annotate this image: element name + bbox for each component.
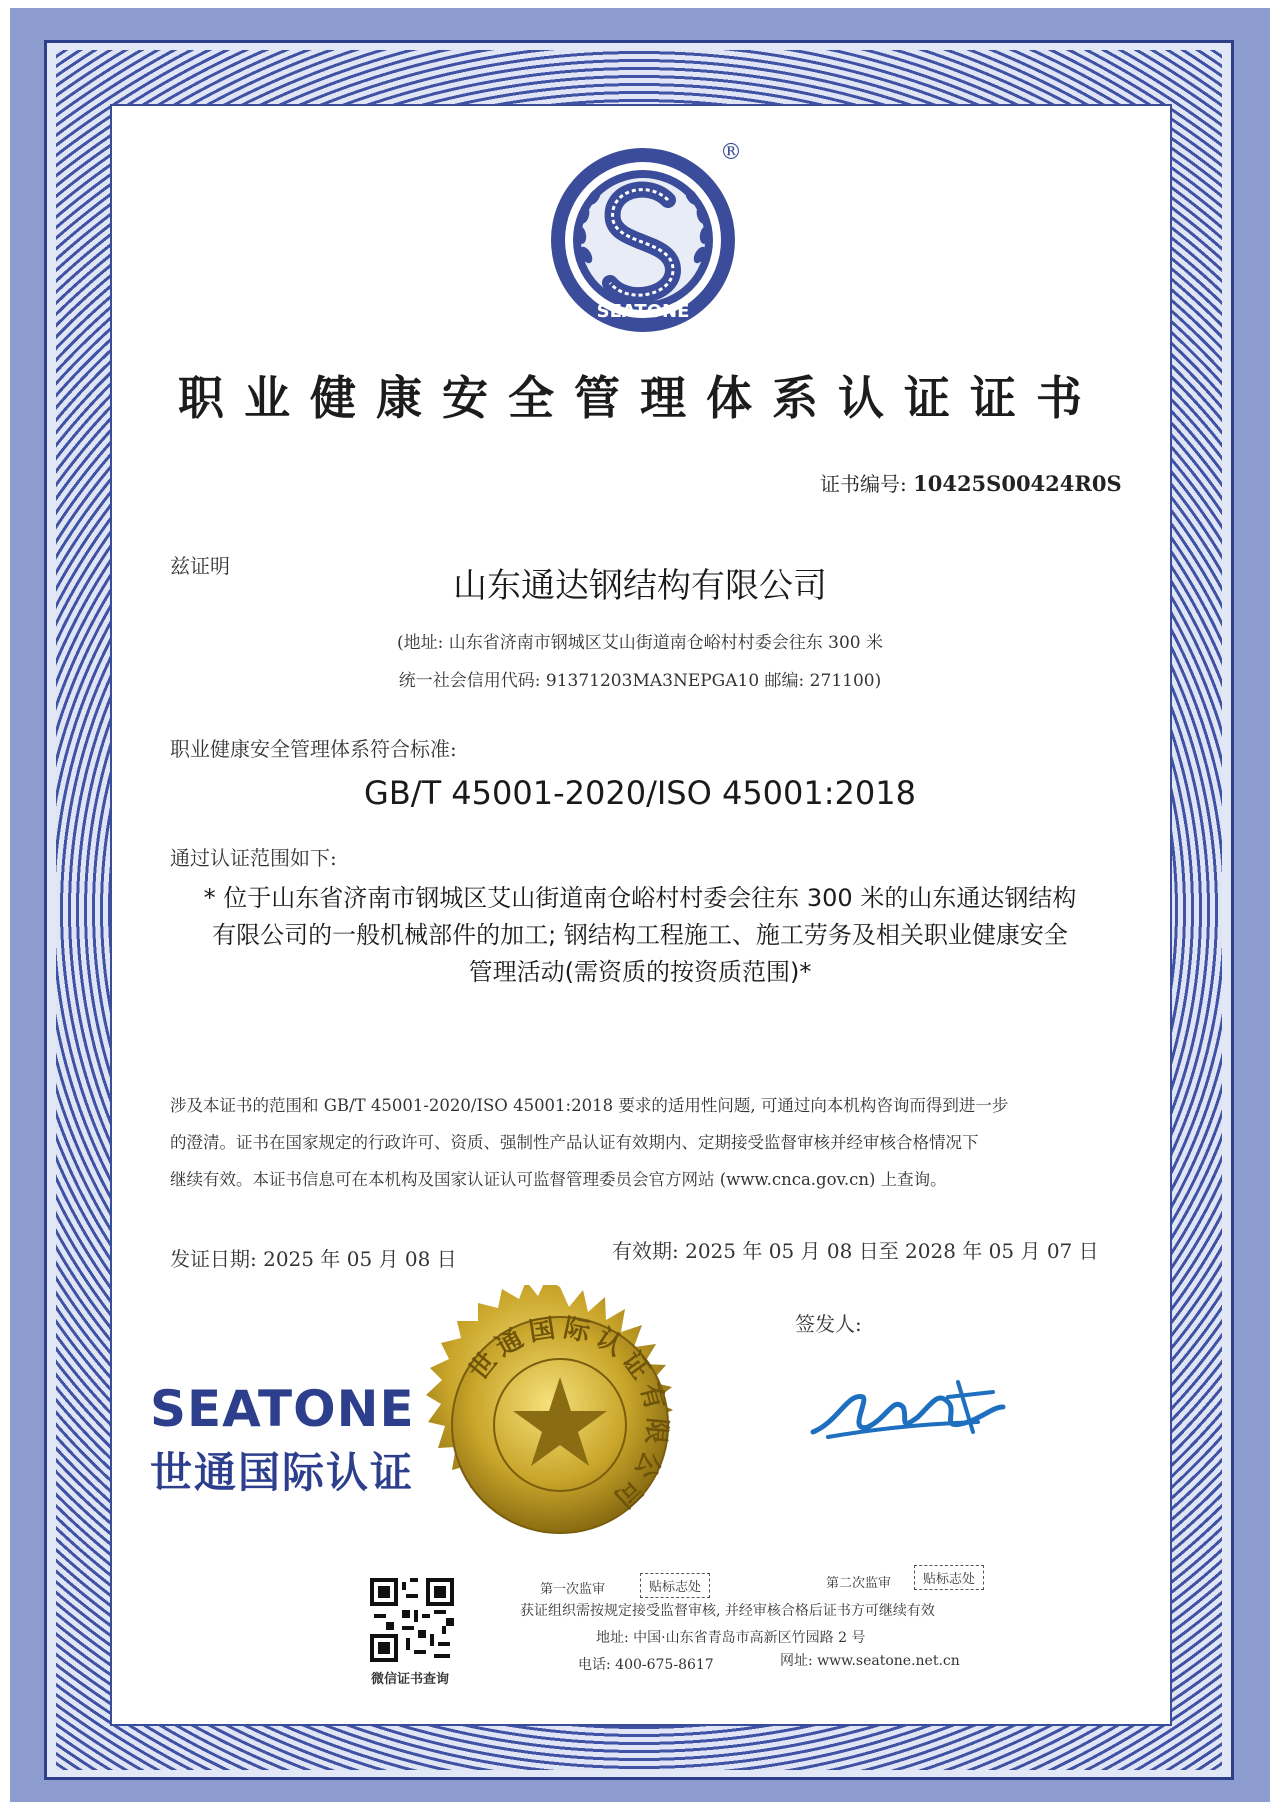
intro-label: 兹证明 (170, 554, 230, 578)
seatone-logo-icon (548, 145, 738, 335)
notice-line: 的澄清。证书在国家规定的行政许可、资质、强制性产品认证有效期内、定期接受监督审核并经审核合格情况下 (170, 1133, 979, 1152)
first-sticker-area: 贴标志处 (640, 1573, 710, 1598)
logo-brand-text: SEATONE (596, 301, 690, 322)
validity-label: 有效期: (612, 1239, 679, 1263)
certificate-number-value: 10425S00424R0S (913, 471, 1122, 496)
company-name: 山东通达钢结构有限公司 (453, 566, 827, 606)
certificate-title: 职业健康安全管理体系认证证书 (178, 371, 1102, 425)
registered-mark: ® (720, 140, 742, 165)
company-address: (地址: 山东省济南市钢城区艾山街道南仓峪村村委会往东 300 米 (396, 633, 884, 653)
second-surveillance-label: 第二次监审 (826, 1576, 892, 1591)
certificate-number (820, 468, 1122, 497)
signature-icon (808, 1362, 1008, 1452)
signer-label: 签发人: (795, 1312, 862, 1336)
issue-date (170, 1243, 457, 1272)
second-sticker-area: 贴标志处 (914, 1565, 984, 1590)
issue-date-value: 2025 年 05 月 08 日 (263, 1247, 457, 1271)
notice-line: 涉及本证书的范围和 GB/T 45001-2020/ISO 45001:2018 要求的适用性问题, 可通过向本机构咨询而得到进一步 (170, 1096, 1009, 1115)
qr-caption: 微信证书查询 (371, 1672, 450, 1687)
seal-text: 世通国际认证有限公司 (463, 1312, 673, 1518)
certificate-number-label: 证书编号: (820, 472, 907, 496)
brand-chinese: 世通国际认证 (150, 1448, 415, 1497)
scope-line: 管理活动(需资质的按资质范围)* (468, 958, 812, 986)
scope-label: 通过认证范围如下: (170, 846, 337, 870)
validity-value: 2025 年 05 月 08 日至 2028 年 05 月 07 日 (685, 1239, 1099, 1263)
issuer-phone: 电话: 400-675-8617 (578, 1657, 714, 1673)
notice-line: 继续有效。本证书信息可在本机构及国家认证认可监督管理委员会官方网站 (www.cnca.gov.cn) 上查询。 (170, 1170, 947, 1189)
issue-date-label: 发证日期: (170, 1247, 257, 1271)
company-credit-code: 统一社会信用代码: 91371203MA3NEPGA10 邮编: 271100) (398, 671, 882, 691)
qr-code-icon[interactable] (370, 1578, 454, 1662)
issuer-website[interactable]: 网址: www.seatone.net.cn (780, 1653, 960, 1669)
standard-value: GB/T 45001-2020/ISO 45001:2018 (364, 774, 916, 812)
scope-line: 有限公司的一般机械部件的加工; 钢结构工程施工、施工劳务及相关职业健康安全 (212, 921, 1068, 949)
surveillance-note: 获证组织需按规定接受监督审核, 并经审核合格后证书方可继续有效 (520, 1603, 935, 1619)
gold-seal-icon (420, 1285, 700, 1565)
brand-english: SEATONE (150, 1380, 415, 1438)
validity-notice (170, 1087, 1130, 1198)
validity-period (612, 1235, 1099, 1264)
scope-line: * 位于山东省济南市钢城区艾山街道南仓峪村村委会往东 300 米的山东通达钢结构 (203, 884, 1077, 912)
scope-text (160, 880, 1120, 991)
standard-label: 职业健康安全管理体系符合标准: (170, 737, 457, 761)
first-surveillance-label: 第一次监审 (540, 1582, 606, 1597)
issuer-address: 地址: 中国·山东省青岛市高新区竹园路 2 号 (596, 1630, 866, 1646)
